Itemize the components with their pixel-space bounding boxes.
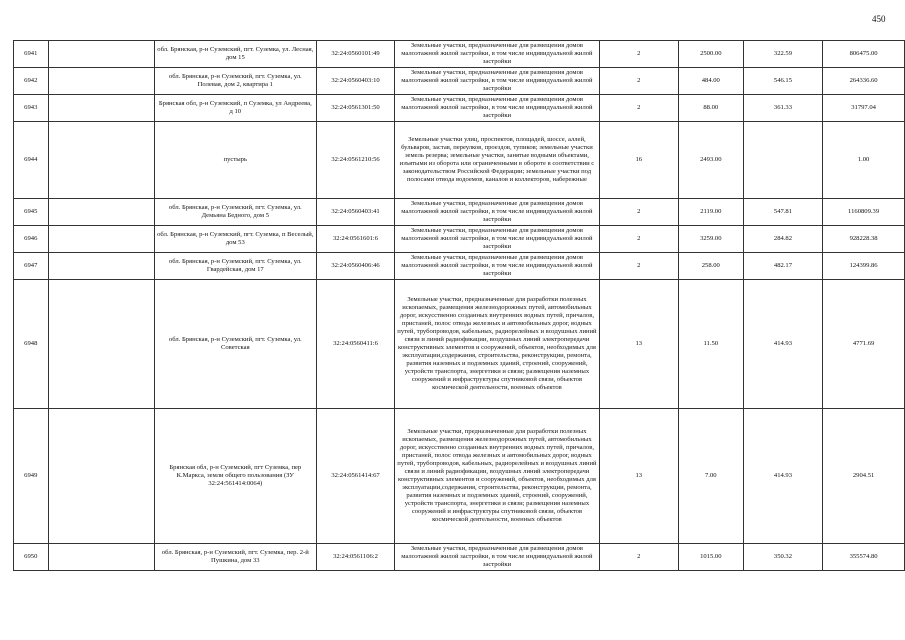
area-cell: 2500.00 (678, 41, 743, 68)
specific-value-cell: 361.33 (743, 95, 822, 122)
specific-value-cell: 322.59 (743, 41, 822, 68)
cadastral-value-cell: 1.00 (823, 122, 905, 199)
address-cell: Брянская обл, р-н Суземский, п Суземка, ул Андреева, д 10 (154, 95, 316, 122)
address-cell: Брянская обл, р-н Суземский, пгт Суземка, пер К.Маркса, земли общего пользования (ЗУ 32:24:561414:0064) (154, 409, 316, 544)
category-code-cell: 13 (599, 280, 678, 409)
land-use-description-cell: Земельные участки, предназначенные для размещения домов малоэтажной жилой застройки, в том числе индивидуальной жилой застройки (395, 226, 600, 253)
table-row (14, 409, 905, 544)
row-number: 6941 (14, 41, 49, 68)
cadastral-value-cell: 4771.69 (823, 280, 905, 409)
cadastral-value-cell: 2904.51 (823, 409, 905, 544)
area-cell: 11.50 (678, 280, 743, 409)
empty-cell (48, 253, 154, 280)
cadastral-value-cell: 264336.60 (823, 68, 905, 95)
cadastral-number-cell: 32:24:0561301:50 (316, 95, 394, 122)
specific-value-cell: 284.82 (743, 226, 822, 253)
address-cell: обл. Брянская, р-н Суземский, пгт. Суземка, ул. Гвардейская, дом 17 (154, 253, 316, 280)
category-code-cell: 2 (599, 95, 678, 122)
cadastral-value-cell: 124399.86 (823, 253, 905, 280)
table-row (14, 41, 905, 68)
area-cell: 3259.00 (678, 226, 743, 253)
table-row (14, 280, 905, 409)
table-row (14, 226, 905, 253)
row-number: 6946 (14, 226, 49, 253)
category-code-cell: 2 (599, 41, 678, 68)
specific-value-cell: 546.15 (743, 68, 822, 95)
cadastral-number-cell: 32:24:0560411:6 (316, 280, 394, 409)
land-use-description-cell: Земельные участки, предназначенные для размещения домов малоэтажной жилой застройки, в том числе индивидуальной жилой застройки (395, 199, 600, 226)
empty-cell (48, 199, 154, 226)
cadastral-number-cell: 32:24:0560101:49 (316, 41, 394, 68)
cadastral-number-cell: 32:24:0560403:41 (316, 199, 394, 226)
area-cell: 2493.00 (678, 122, 743, 199)
category-code-cell: 2 (599, 68, 678, 95)
land-use-description-cell: Земельные участки улиц, проспектов, площадей, шоссе, аллей, бульваров, застав, переулков, проездов, тупиков; земельные участки земель резерва; земельные участки, занятые водными объектами, изъятыми из оборота или ограниченными в обороте в соответствии с законодательством Российской Федерации; земельные участки под полосами отвода водоемов, каналов и коллекторов, набережные (395, 122, 600, 199)
cadastral-value-cell: 928228.38 (823, 226, 905, 253)
address-cell: обл. Брянская, р-н Суземский, пгт. Суземка, п Веселый, дом 53 (154, 226, 316, 253)
empty-cell (48, 68, 154, 95)
empty-cell (48, 544, 154, 571)
cadastral-value-cell: 31797.04 (823, 95, 905, 122)
row-number: 6947 (14, 253, 49, 280)
area-cell: 88.00 (678, 95, 743, 122)
land-use-description-cell: Земельные участки, предназначенные для размещения домов малоэтажной жилой застройки, в том числе индивидуальной жилой застройки (395, 95, 600, 122)
specific-value-cell (743, 122, 822, 199)
land-use-description-cell: Земельные участки, предназначенные для размещения домов малоэтажной жилой застройки, в том числе индивидуальной жилой застройки (395, 68, 600, 95)
specific-value-cell: 482.17 (743, 253, 822, 280)
cadastral-number-cell: 32:24:0560406:46 (316, 253, 394, 280)
cadastral-value-cell: 1160809.39 (823, 199, 905, 226)
row-number: 6948 (14, 280, 49, 409)
land-use-description-cell: Земельные участки, предназначенные для размещения домов малоэтажной жилой застройки, в том числе индивидуальной жилой застройки (395, 544, 600, 571)
cadastral-number-cell: 32:24:0561414:67 (316, 409, 394, 544)
land-use-description-cell: Земельные участки, предназначенные для размещения домов малоэтажной жилой застройки, в том числе индивидуальной жилой застройки (395, 253, 600, 280)
land-registry-table (13, 40, 905, 571)
area-cell: 1015.00 (678, 544, 743, 571)
land-use-description-cell: Земельные участки, предназначенные для разработки полезных ископаемых, размещения железнодорожных путей, автомобильных дорог, искусственно созданных внутренних водных путей, причалов, пристаней, полос отвода железных и автомобильных дорог, водных путей, трубопроводов, кабельных, радиорелейных и воздушных линий связи и линий радиофикации, воздушных линий электропередачи конструктивных элементов и сооружений, объектов, необходимых для эксплуатации,содержания, строительства, реконструкции, ремонта, развития наземных и подземных зданий, строений, сооружений, устройств транспорта, энергетики и связи; размещения наземных сооружений и инфраструктуры спутниковой связи, объектов космической деятельности, военных объектов (395, 280, 600, 409)
area-cell: 258.00 (678, 253, 743, 280)
area-cell: 7.00 (678, 409, 743, 544)
address-cell: обл. Брянская, р-н Суземский, пгт. Суземка, пер. 2-й Пушкина, дом 33 (154, 544, 316, 571)
empty-cell (48, 226, 154, 253)
row-number: 6943 (14, 95, 49, 122)
row-number: 6950 (14, 544, 49, 571)
table-row (14, 122, 905, 199)
cadastral-number-cell: 32:24:0561601:6 (316, 226, 394, 253)
empty-cell (48, 409, 154, 544)
cadastral-number-cell: 32:24:0561210:56 (316, 122, 394, 199)
category-code-cell: 2 (599, 226, 678, 253)
category-code-cell: 2 (599, 544, 678, 571)
row-number: 6945 (14, 199, 49, 226)
cadastral-number-cell: 32:24:0561106:2 (316, 544, 394, 571)
table-row (14, 68, 905, 95)
page-number: 450 (872, 14, 886, 24)
row-number: 6942 (14, 68, 49, 95)
empty-cell (48, 95, 154, 122)
specific-value-cell: 414.93 (743, 409, 822, 544)
empty-cell (48, 122, 154, 199)
row-number: 6949 (14, 409, 49, 544)
category-code-cell: 2 (599, 253, 678, 280)
address-cell: пустырь (154, 122, 316, 199)
table-row (14, 95, 905, 122)
category-code-cell: 13 (599, 409, 678, 544)
empty-cell (48, 41, 154, 68)
table-row (14, 253, 905, 280)
address-cell: обл. Брянская, р-н Суземский, пгт. Суземка, ул. Советская (154, 280, 316, 409)
address-cell: обл. Брянская, р-н Суземский, пгт. Суземка, ул. Полевая, дом 2, квартира 1 (154, 68, 316, 95)
row-number: 6944 (14, 122, 49, 199)
specific-value-cell: 414.93 (743, 280, 822, 409)
cadastral-number-cell: 32:24:0560403:10 (316, 68, 394, 95)
land-use-description-cell: Земельные участки, предназначенные для разработки полезных ископаемых, размещения железнодорожных путей, автомобильных дорог, искусственно созданных внутренних водных путей, причалов, пристаней, полос отвода железных и автомобильных дорог, водных путей, трубопроводов, кабельных, радиорелейных и воздушных линий связи и линий радиофикации, воздушных линий электропередачи конструктивных элементов и сооружений, объектов, необходимых для эксплуатации,содержания, строительства, реконструкции, ремонта, развития наземных и подземных зданий, строений, сооружений, устройств транспорта, энергетики и связи; размещения наземных сооружений и инфраструктуры спутниковой связи, объектов космической деятельности, военных объектов (395, 409, 600, 544)
category-code-cell: 16 (599, 122, 678, 199)
land-use-description-cell: Земельные участки, предназначенные для размещения домов малоэтажной жилой застройки, в том числе индивидуальной жилой застройки (395, 41, 600, 68)
area-cell: 2119.00 (678, 199, 743, 226)
specific-value-cell: 350.32 (743, 544, 822, 571)
table-row (14, 544, 905, 571)
area-cell: 484.00 (678, 68, 743, 95)
cadastral-value-cell: 806475.00 (823, 41, 905, 68)
cadastral-value-cell: 355574.80 (823, 544, 905, 571)
category-code-cell: 2 (599, 199, 678, 226)
specific-value-cell: 547.81 (743, 199, 822, 226)
empty-cell (48, 280, 154, 409)
address-cell: обл. Брянская, р-н Суземский, пгт. Суземка, ул. Лесная, дом 15 (154, 41, 316, 68)
address-cell: обл. Брянская, р-н Суземский, пгт. Суземка, ул. Демьяна Бедного, дом 5 (154, 199, 316, 226)
table-row (14, 199, 905, 226)
